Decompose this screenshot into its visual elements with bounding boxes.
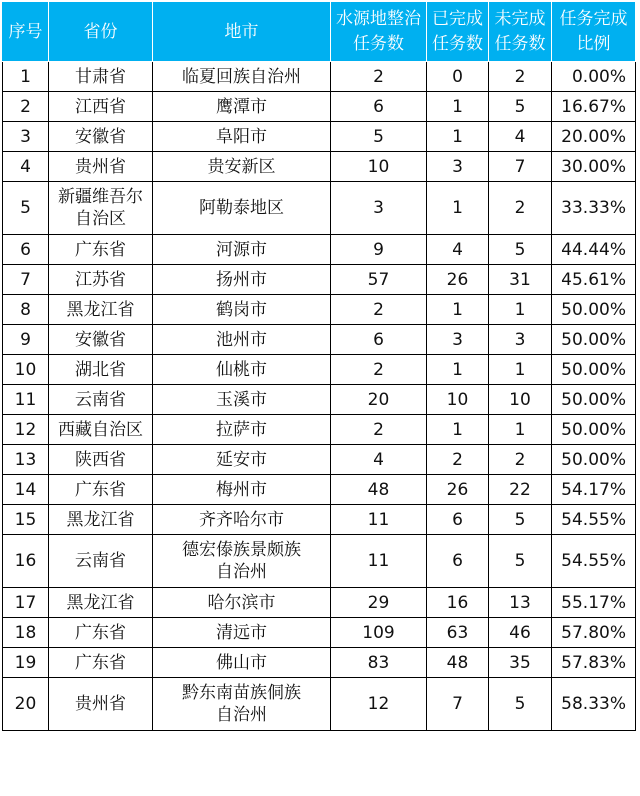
cell-ratio: 50.00%	[552, 295, 636, 325]
cell-ratio: 16.67%	[552, 92, 636, 122]
cell-city-line1: 河源市	[216, 239, 267, 260]
cell-city	[153, 588, 331, 618]
cell-done: 2	[427, 445, 489, 475]
cell-total: 2	[331, 415, 427, 445]
cell-province-line1: 西藏自治区	[58, 419, 143, 440]
header-province: 省份	[49, 3, 153, 62]
table-row	[3, 505, 636, 535]
cell-total: 4	[331, 445, 427, 475]
cell-todo: 4	[489, 122, 552, 152]
cell-total: 6	[331, 92, 427, 122]
cell-province-line1: 贵州省	[75, 694, 126, 714]
cell-province-line1: 甘肃省	[75, 66, 126, 87]
header-todo-line2: 任务数	[494, 34, 546, 54]
cell-total: 2	[331, 62, 427, 92]
cell-total: 3	[331, 182, 427, 235]
cell-province-line1: 广东省	[75, 239, 126, 260]
table-row	[3, 182, 636, 235]
cell-province-line1: 广东省	[75, 652, 126, 673]
cell-province-line1: 江苏省	[75, 269, 126, 290]
cell-todo: 5	[489, 235, 552, 265]
cell-done: 3	[427, 152, 489, 182]
cell-todo: 5	[489, 535, 552, 588]
cell-province	[49, 325, 153, 355]
cell-total: 20	[331, 385, 427, 415]
cell-index: 3	[3, 122, 49, 152]
cell-city-line1: 清远市	[216, 622, 267, 643]
cell-todo: 22	[489, 475, 552, 505]
cell-city	[153, 618, 331, 648]
cell-done: 4	[427, 235, 489, 265]
cell-ratio: 30.00%	[552, 152, 636, 182]
header-done-line2: 任务数	[432, 34, 483, 54]
cell-ratio: 50.00%	[552, 325, 636, 355]
cell-todo: 3	[489, 325, 552, 355]
cell-total: 2	[331, 295, 427, 325]
cell-total: 109	[331, 618, 427, 648]
cell-todo: 5	[489, 505, 552, 535]
cell-city-line1: 阜阳市	[216, 126, 267, 147]
cell-index: 20	[3, 678, 49, 731]
header-total	[331, 3, 427, 62]
cell-index: 2	[3, 92, 49, 122]
cell-city-line2: 自治州	[216, 705, 267, 725]
cell-city-line1: 鹰潭市	[216, 96, 267, 117]
cell-todo: 1	[489, 355, 552, 385]
cell-index: 9	[3, 325, 49, 355]
header-todo	[489, 3, 552, 62]
cell-total: 11	[331, 505, 427, 535]
cell-city	[153, 152, 331, 182]
cell-done: 16	[427, 588, 489, 618]
table-row	[3, 235, 636, 265]
cell-city	[153, 122, 331, 152]
cell-city-line1: 齐齐哈尔市	[199, 509, 284, 530]
cell-city	[153, 235, 331, 265]
cell-province	[49, 648, 153, 678]
cell-todo: 1	[489, 295, 552, 325]
cell-done: 10	[427, 385, 489, 415]
header-done-line1: 已完成	[432, 9, 483, 29]
cell-province	[49, 152, 153, 182]
cell-total: 2	[331, 355, 427, 385]
table-row	[3, 92, 636, 122]
table-row	[3, 618, 636, 648]
cell-total: 9	[331, 235, 427, 265]
cell-total: 57	[331, 265, 427, 295]
header-total-line2: 任务数	[353, 34, 404, 54]
cell-city-line1: 拉萨市	[216, 419, 267, 440]
cell-ratio: 50.00%	[552, 445, 636, 475]
header-todo-line1: 未完成	[494, 9, 546, 29]
table-row	[3, 445, 636, 475]
cell-index: 14	[3, 475, 49, 505]
cell-total: 29	[331, 588, 427, 618]
cell-city	[153, 325, 331, 355]
cell-index: 5	[3, 182, 49, 235]
cell-province-line1: 云南省	[75, 551, 126, 571]
cell-done: 48	[427, 648, 489, 678]
cell-province-line1: 陕西省	[75, 449, 126, 470]
cell-index: 8	[3, 295, 49, 325]
table-row	[3, 325, 636, 355]
cell-done: 6	[427, 535, 489, 588]
cell-city	[153, 475, 331, 505]
cell-index: 17	[3, 588, 49, 618]
cell-ratio: 45.61%	[552, 265, 636, 295]
cell-city	[153, 295, 331, 325]
cell-province	[49, 618, 153, 648]
cell-done: 26	[427, 265, 489, 295]
header-ratio	[552, 3, 636, 62]
cell-ratio: 55.17%	[552, 588, 636, 618]
cell-city	[153, 385, 331, 415]
cell-ratio: 54.17%	[552, 475, 636, 505]
cell-ratio: 50.00%	[552, 385, 636, 415]
table-body	[3, 62, 636, 731]
cell-city-line1: 德宏傣族景颇族	[182, 540, 301, 560]
cell-todo: 2	[489, 182, 552, 235]
cell-ratio: 33.33%	[552, 182, 636, 235]
cell-province	[49, 588, 153, 618]
cell-city	[153, 505, 331, 535]
cell-city	[153, 535, 331, 588]
cell-province	[49, 505, 153, 535]
header-done	[427, 3, 489, 62]
cell-ratio: 0.00%	[552, 62, 636, 92]
table-row	[3, 265, 636, 295]
cell-index: 12	[3, 415, 49, 445]
cell-city	[153, 182, 331, 235]
table-row	[3, 648, 636, 678]
cell-total: 5	[331, 122, 427, 152]
cell-done: 1	[427, 182, 489, 235]
cell-city-line1: 梅州市	[216, 479, 267, 500]
cell-ratio: 54.55%	[552, 535, 636, 588]
cell-city-line1: 玉溪市	[216, 389, 267, 410]
cell-index: 6	[3, 235, 49, 265]
cell-ratio: 50.00%	[552, 355, 636, 385]
cell-city	[153, 678, 331, 731]
header-total-line1: 水源地整治	[336, 9, 421, 29]
cell-province	[49, 535, 153, 588]
cell-province	[49, 385, 153, 415]
cell-city	[153, 415, 331, 445]
cell-city-line1: 池州市	[216, 329, 267, 350]
cell-city	[153, 92, 331, 122]
header-row	[3, 3, 636, 62]
cell-province	[49, 182, 153, 235]
table-row	[3, 588, 636, 618]
cell-province	[49, 475, 153, 505]
cell-province-line1: 广东省	[75, 479, 126, 500]
header-index: 序号	[3, 3, 49, 62]
cell-done: 1	[427, 295, 489, 325]
cell-province-line2: 自治区	[75, 209, 126, 229]
cell-done: 1	[427, 122, 489, 152]
cell-index: 4	[3, 152, 49, 182]
cell-total: 12	[331, 678, 427, 731]
cell-city-line1: 仙桃市	[216, 359, 267, 380]
cell-city-line1: 临夏回族自治州	[182, 66, 301, 87]
cell-ratio: 57.80%	[552, 618, 636, 648]
cell-city	[153, 355, 331, 385]
table-row	[3, 355, 636, 385]
cell-city-line1: 贵安新区	[207, 156, 276, 177]
cell-province-line1: 安徽省	[75, 126, 126, 147]
cell-index: 7	[3, 265, 49, 295]
cell-city	[153, 648, 331, 678]
cell-index: 18	[3, 618, 49, 648]
cell-ratio: 20.00%	[552, 122, 636, 152]
cell-done: 7	[427, 678, 489, 731]
cell-todo: 2	[489, 62, 552, 92]
cell-ratio: 58.33%	[552, 678, 636, 731]
cell-todo: 35	[489, 648, 552, 678]
cell-total: 6	[331, 325, 427, 355]
cell-province-line1: 黑龙江省	[66, 299, 135, 320]
cell-todo: 5	[489, 92, 552, 122]
cell-ratio: 54.55%	[552, 505, 636, 535]
header-city: 地市	[153, 3, 331, 62]
cell-ratio: 50.00%	[552, 415, 636, 445]
cell-index: 16	[3, 535, 49, 588]
cell-ratio: 44.44%	[552, 235, 636, 265]
cell-todo: 7	[489, 152, 552, 182]
header-ratio-line2: 比例	[576, 34, 611, 54]
cell-city-line1: 延安市	[216, 449, 267, 470]
cell-todo: 31	[489, 265, 552, 295]
cell-done: 63	[427, 618, 489, 648]
cell-city-line1: 阿勒泰地区	[199, 198, 284, 218]
cell-province	[49, 235, 153, 265]
cell-city-line2: 自治州	[216, 562, 267, 582]
cell-done: 1	[427, 355, 489, 385]
cell-province-line1: 湖北省	[75, 359, 126, 380]
cell-province-line1: 贵州省	[75, 156, 126, 177]
cell-ratio: 57.83%	[552, 648, 636, 678]
cell-done: 6	[427, 505, 489, 535]
table-row	[3, 535, 636, 588]
cell-index: 13	[3, 445, 49, 475]
cell-province	[49, 355, 153, 385]
cell-city	[153, 445, 331, 475]
cell-province-line1: 新疆维吾尔	[58, 187, 143, 207]
cell-city-line1: 鹤岗市	[216, 299, 267, 320]
cell-province	[49, 92, 153, 122]
cell-done: 3	[427, 325, 489, 355]
cell-todo: 5	[489, 678, 552, 731]
table-row	[3, 385, 636, 415]
table-row	[3, 152, 636, 182]
cell-province-line1: 云南省	[75, 389, 126, 410]
cell-todo: 13	[489, 588, 552, 618]
cell-index: 1	[3, 62, 49, 92]
table-row	[3, 122, 636, 152]
cell-city-line1: 佛山市	[216, 652, 267, 673]
table-row	[3, 678, 636, 731]
cell-province	[49, 295, 153, 325]
header-ratio-line1: 任务完成	[559, 9, 628, 29]
table-row	[3, 295, 636, 325]
cell-city-line1: 黔东南苗族侗族	[182, 683, 301, 703]
cell-todo: 46	[489, 618, 552, 648]
table-row	[3, 62, 636, 92]
cell-province	[49, 62, 153, 92]
cell-done: 26	[427, 475, 489, 505]
cell-province	[49, 122, 153, 152]
cell-province-line1: 江西省	[75, 96, 126, 117]
cell-province	[49, 415, 153, 445]
cell-province	[49, 445, 153, 475]
cell-total: 83	[331, 648, 427, 678]
cell-index: 15	[3, 505, 49, 535]
cell-province	[49, 678, 153, 731]
cell-index: 10	[3, 355, 49, 385]
cell-city-line1: 扬州市	[216, 269, 267, 290]
cell-province	[49, 265, 153, 295]
cell-todo: 1	[489, 415, 552, 445]
cell-todo: 2	[489, 445, 552, 475]
table-row	[3, 475, 636, 505]
task-completion-table	[2, 2, 636, 731]
cell-total: 48	[331, 475, 427, 505]
cell-province-line1: 黑龙江省	[66, 509, 135, 530]
cell-city-line1: 哈尔滨市	[207, 592, 276, 613]
cell-index: 19	[3, 648, 49, 678]
cell-city	[153, 265, 331, 295]
cell-province-line1: 黑龙江省	[66, 592, 135, 613]
cell-province-line1: 安徽省	[75, 329, 126, 350]
cell-province-line1: 广东省	[75, 622, 126, 643]
cell-city	[153, 62, 331, 92]
cell-index: 11	[3, 385, 49, 415]
cell-done: 0	[427, 62, 489, 92]
cell-total: 11	[331, 535, 427, 588]
cell-todo: 10	[489, 385, 552, 415]
cell-total: 10	[331, 152, 427, 182]
table-row	[3, 415, 636, 445]
cell-done: 1	[427, 92, 489, 122]
cell-done: 1	[427, 415, 489, 445]
